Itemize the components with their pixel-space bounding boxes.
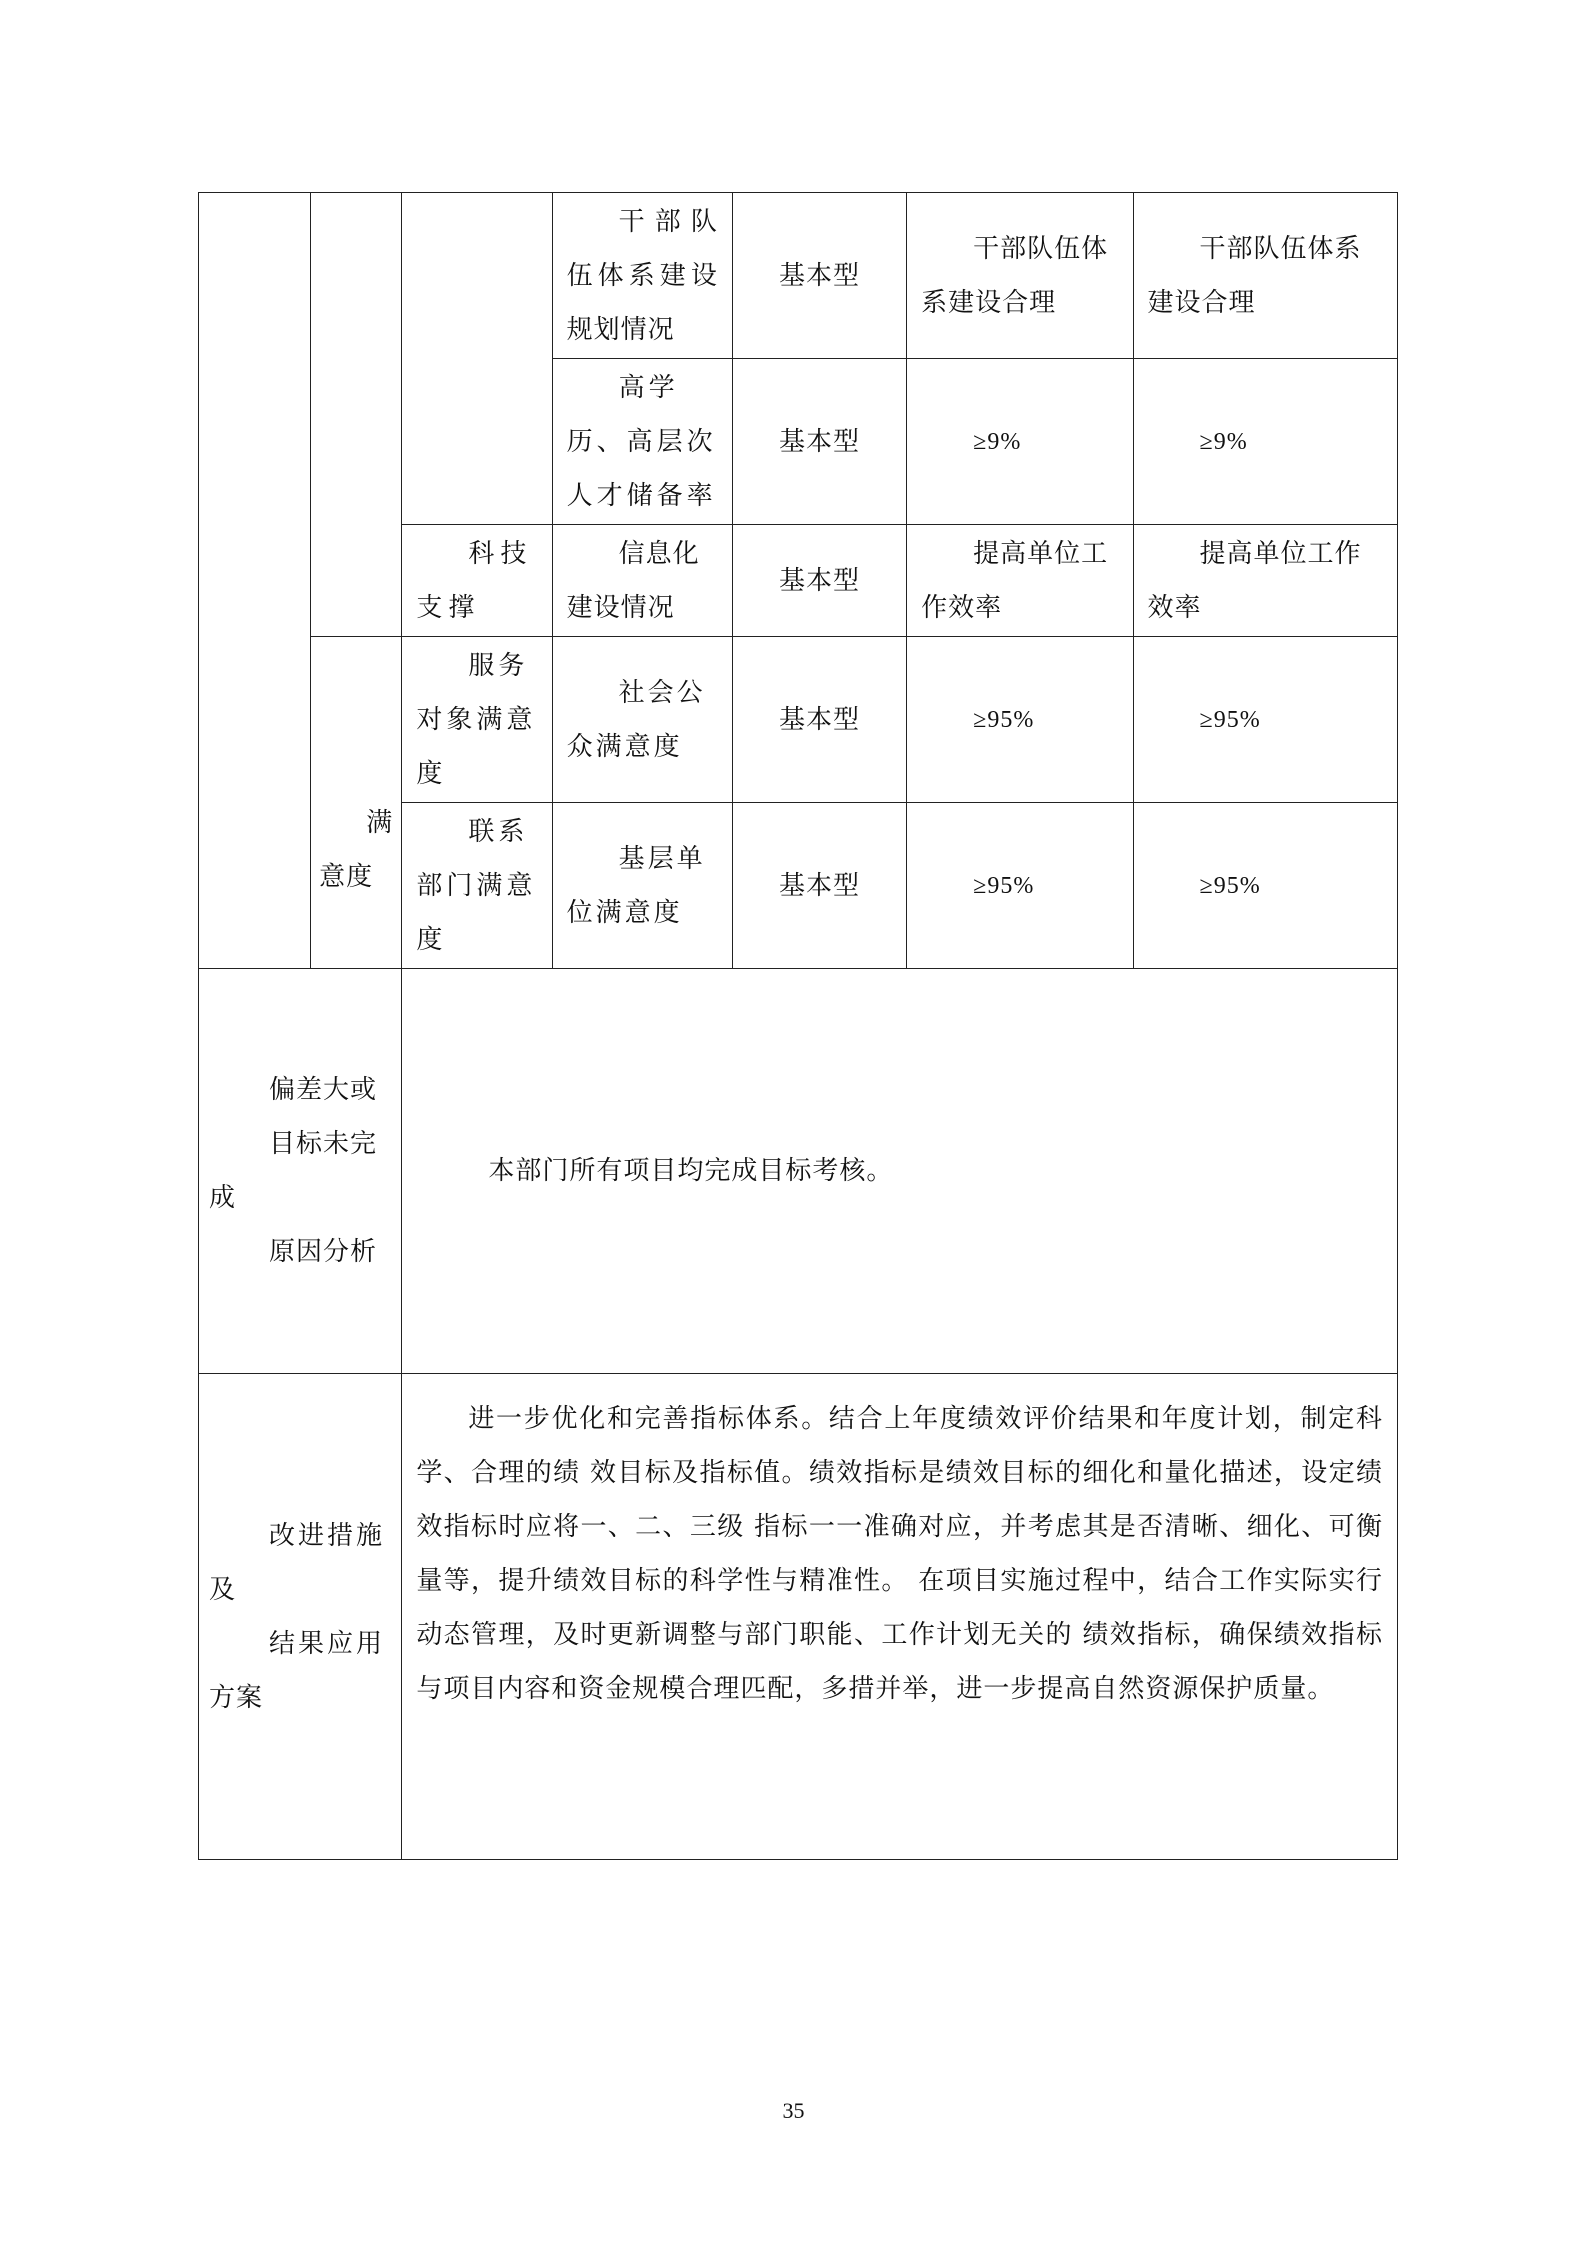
level2-satisfaction-line2: 意度 — [319, 861, 374, 892]
improvement-label-line1: 改进措施 — [269, 1520, 386, 1551]
indicator-cell — [552, 359, 732, 525]
level3-cell — [402, 525, 552, 637]
improvement-row — [199, 1374, 1398, 1860]
actual-value-cell — [1133, 193, 1397, 359]
improvement-label-line3: 结果应用 — [269, 1628, 386, 1659]
performance-table — [198, 192, 1398, 1860]
target-value: ≥9% — [973, 428, 1022, 455]
deviation-label-line4: 原因分析 — [269, 1237, 378, 1267]
indicator-type: 基本型 — [778, 260, 860, 291]
level3-cell — [402, 803, 552, 969]
deviation-row — [199, 969, 1398, 1374]
indicator-cell — [552, 803, 732, 969]
indicator-type-cell — [732, 803, 906, 969]
actual-value-cell — [1133, 525, 1397, 637]
level3-cell — [402, 193, 552, 525]
improvement-content: 进一步优化和完善指标体系。结合上年度绩效评价结果和年度计划，制定科学、合理的绩 效目标及指标值。绩效指标是绩效目标的细化和量化描述，设定绩效指标时应将一、二、三级 指标一一准确对应，并考虑其是否清晰、细化、可衡量等，提升绩效目标的科学性与精准性。 在项目实施过程中，结合工作实际实行动态管理，及时更新调整与部门职能、工作计划无关的 绩效指标，确保绩效指标与项目内容和资金规模合理匹配，多措并举，进一步提高自然资源保护质量。 — [416, 1404, 1383, 1704]
level3-text: 服务对象满意度 — [416, 650, 537, 789]
deviation-label-line3: 成 — [209, 1183, 237, 1213]
target-value: 提高单位工作效率 — [921, 538, 1109, 623]
actual-value: ≥9% — [1199, 428, 1248, 455]
improvement-label-line4: 方案 — [209, 1682, 264, 1713]
target-value-cell — [907, 803, 1133, 969]
indicator-type-cell — [732, 193, 906, 359]
actual-value: 干部队伍体系建设合理 — [1147, 233, 1362, 318]
actual-value: ≥95% — [1199, 872, 1261, 899]
indicator-type-cell — [732, 359, 906, 525]
indicator-type-cell — [732, 637, 906, 803]
indicator-text: 高学历、高层次人才储备率 — [566, 372, 717, 511]
target-value-cell — [907, 359, 1133, 525]
level3-text: 科技支撑 — [416, 538, 533, 623]
indicator-text: 信息化建设情况 — [566, 538, 700, 623]
level2-satisfaction-line1: 满 — [366, 807, 394, 838]
indicator-text: 干部队伍体系建设规划情况 — [566, 206, 718, 345]
table-row — [199, 193, 1398, 359]
indicator-cell — [552, 637, 732, 803]
level2-cell — [311, 193, 402, 637]
indicator-type: 基本型 — [778, 870, 860, 901]
deviation-content: 本部门所有项目均完成目标考核。 — [488, 1156, 894, 1186]
target-value: 干部队伍体系建设合理 — [921, 233, 1109, 318]
improvement-label-line2: 及 — [209, 1574, 237, 1605]
actual-value-cell — [1133, 803, 1397, 969]
target-value: ≥95% — [973, 706, 1035, 733]
deviation-label-cell — [199, 969, 402, 1374]
indicator-type: 基本型 — [778, 426, 860, 457]
indicator-text: 基层单位满意度 — [566, 843, 706, 928]
level1-cell — [199, 193, 311, 969]
improvement-label-cell — [199, 1374, 402, 1860]
deviation-label-line2: 目标未完 — [269, 1129, 378, 1159]
deviation-content-cell — [402, 969, 1398, 1374]
target-value-cell — [907, 637, 1133, 803]
target-value: ≥95% — [973, 872, 1035, 899]
indicator-type: 基本型 — [778, 704, 860, 735]
actual-value: 提高单位工作效率 — [1147, 538, 1362, 623]
level3-text: 联系部门满意度 — [416, 816, 537, 955]
indicator-type-cell — [732, 525, 906, 637]
improvement-content-cell — [402, 1374, 1398, 1860]
indicator-cell — [552, 525, 732, 637]
level2-satisfaction-cell — [311, 637, 402, 969]
actual-value: ≥95% — [1199, 706, 1261, 733]
actual-value-cell — [1133, 359, 1397, 525]
level3-cell — [402, 637, 552, 803]
target-value-cell — [907, 525, 1133, 637]
deviation-label-line1: 偏差大或 — [269, 1075, 378, 1105]
indicator-text: 社会公众满意度 — [566, 677, 706, 762]
indicator-type: 基本型 — [778, 565, 860, 596]
indicator-cell — [552, 193, 732, 359]
target-value-cell — [907, 193, 1133, 359]
page-number: 35 — [782, 2098, 805, 2123]
table-row — [199, 637, 1398, 803]
actual-value-cell — [1133, 637, 1397, 803]
